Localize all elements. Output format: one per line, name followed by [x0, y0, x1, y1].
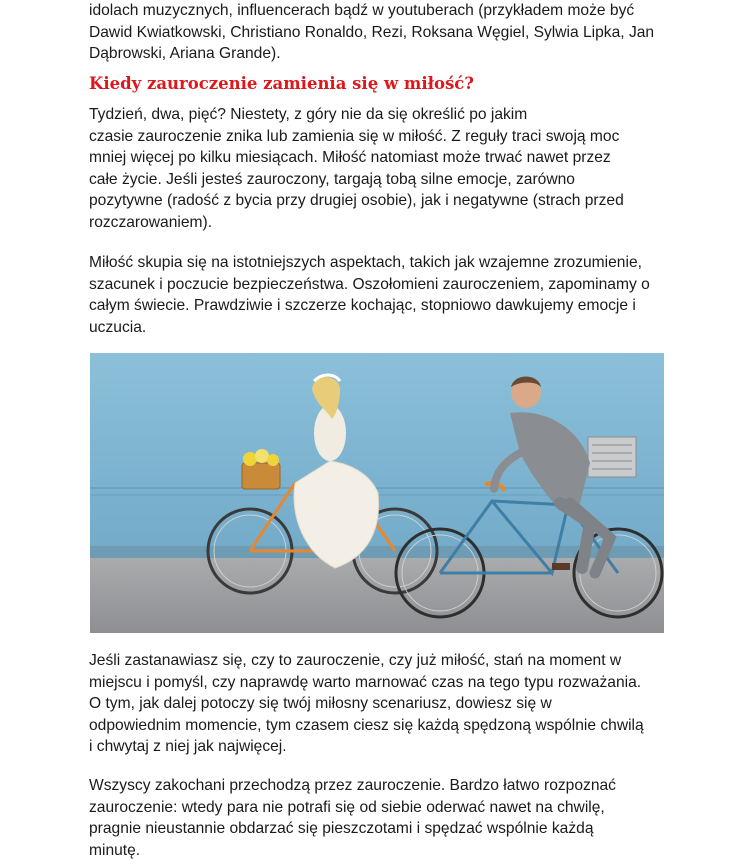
text-line: pozytywne (radość z bycia przy drugiej osobie), jak i negatywne (strach przed [89, 192, 624, 209]
text-line: czasie zauroczenie znika lub zamienia się w miłość. Z reguły traci swoją moc [89, 127, 620, 145]
text-line: pragnie nieustannie obdarzać się pieszczotami i spędzać wspólnie każdą [89, 820, 594, 837]
text-line: mniej więcej po kilku miesiącach. Miłość natomiast może trwać nawet przez [89, 149, 611, 166]
couple-on-bicycles-photo [90, 353, 664, 633]
text-line: Tydzień, dwa, pięć? Niestety, z góry nie da się określić po jakim [89, 106, 528, 123]
text-line: Jeśli zastanawiasz się, czy to zauroczenie, czy już miłość, stań na moment w [89, 652, 622, 669]
section-heading: Kiedy zauroczenie zamienia się w miłość? [89, 74, 474, 93]
paragraph-2 [89, 252, 689, 338]
text-line: Wszyscy zakochani przechodzą przez zauroczenie. Bardzo łatwo rozpoznać [89, 777, 616, 794]
text-line: minutę. [89, 841, 141, 859]
text-line: rozczarowaniem). [89, 213, 213, 231]
text-line: zauroczenie: wtedy para nie potrafi się od siebie oderwać nawet na chwilę, [89, 798, 605, 816]
text-line: Dawid Kwiatkowski, Christiano Ronaldo, Rezi, Roksana Węgiel, Sylwia Lipka, Jan [89, 23, 655, 41]
text-line: miejscu i pomyśl, czy naprawdę warto marnować czas na tego typu rozważania. [89, 673, 642, 691]
intro-paragraph [89, 0, 689, 65]
text-line: idolach muzycznych, influencerach bądź w youtuberach (przykładem może być [89, 2, 635, 19]
text-line: Dąbrowski, Ariana Grande). [89, 45, 281, 62]
text-line: odpowiednim momencie, tym czasem ciesz się każdą spędzoną wspólnie chwilą [89, 716, 644, 734]
text-line: uczucia. [89, 318, 147, 336]
text-line: i chwytaj z niej jak najwięcej. [89, 738, 287, 755]
paragraph-3 [89, 650, 689, 758]
text-line: O tym, jak dalej potoczy się twój miłosny scenariusz, dowiesz się w [89, 695, 552, 712]
text-line: całe życie. Jeśli jesteś zauroczony, targają tobą silne emocje, zarówno [89, 170, 575, 188]
text-line: Miłość skupia się na istotniejszych aspektach, takich jak wzajemne zrozumienie, [89, 254, 642, 271]
text-line: szacunek i poczucie bezpieczeństwa. Oszołomieni zauroczeniem, zapominamy o [89, 275, 650, 293]
paragraph-4 [89, 775, 689, 861]
paragraph-1 [89, 104, 689, 233]
text-line: całym świecie. Prawdziwie i szczerze kochając, stopniowo dawkujemy emocje i [89, 297, 636, 314]
